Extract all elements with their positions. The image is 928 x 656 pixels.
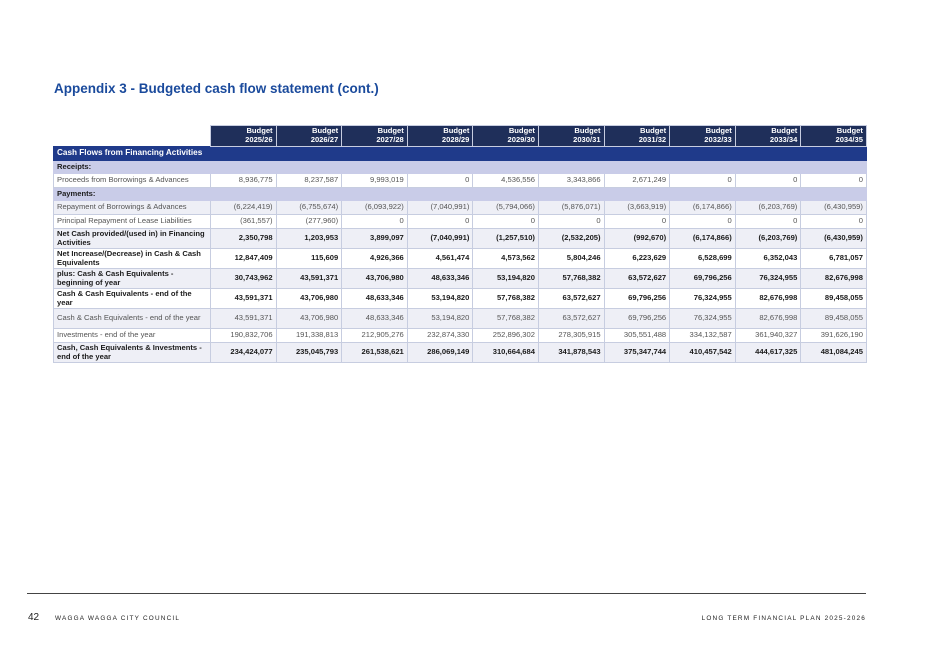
row-value: 0 <box>342 215 408 229</box>
row-value: 69,796,256 <box>604 289 670 309</box>
row-value: (6,203,769) <box>735 201 801 215</box>
row-value: 2,671,249 <box>604 174 670 188</box>
page-title: Appendix 3 - Budgeted cash flow statement (cont.) <box>54 81 379 96</box>
row-value: (1,257,510) <box>473 229 539 249</box>
column-header <box>538 126 604 147</box>
row-value: 8,237,587 <box>276 174 342 188</box>
row-value: 8,936,775 <box>211 174 277 188</box>
row-value: 6,528,699 <box>670 249 736 269</box>
row-value: (3,663,919) <box>604 201 670 215</box>
row-value: 43,591,371 <box>276 269 342 289</box>
row-value: 82,676,998 <box>735 309 801 329</box>
footer-rule <box>27 593 866 594</box>
row-value: 53,194,820 <box>473 269 539 289</box>
column-header-line-1: Budget <box>836 126 863 136</box>
row-value: 212,905,276 <box>342 329 408 343</box>
row-value: 232,874,330 <box>407 329 473 343</box>
column-header-line-1: Budget <box>443 126 470 136</box>
row-value: 48,633,346 <box>342 289 408 309</box>
row-value: (6,430,959) <box>801 201 867 215</box>
column-header-line-1: Budget <box>246 126 273 136</box>
row-value: 0 <box>538 215 604 229</box>
column-header <box>276 126 342 147</box>
row-value: (6,224,419) <box>211 201 277 215</box>
row-value: 3,899,097 <box>342 229 408 249</box>
row-value: 0 <box>670 174 736 188</box>
row-value: 2,350,798 <box>211 229 277 249</box>
row-value: 0 <box>670 215 736 229</box>
column-header <box>342 126 408 147</box>
table-header-row <box>54 126 867 147</box>
row-value: 1,203,953 <box>276 229 342 249</box>
row-label: Net Increase/(Decrease) in Cash & Cash Equivalents <box>54 249 211 269</box>
row-value: 4,561,474 <box>407 249 473 269</box>
row-value: 391,626,190 <box>801 329 867 343</box>
row-value: 4,573,562 <box>473 249 539 269</box>
column-header <box>670 126 736 147</box>
row-value: 444,617,325 <box>735 343 801 363</box>
row-value: 53,194,820 <box>407 309 473 329</box>
row-value: 361,940,327 <box>735 329 801 343</box>
row-value: 69,796,256 <box>670 269 736 289</box>
column-header-line-1: Budget <box>640 126 667 136</box>
row-value: 43,706,980 <box>342 269 408 289</box>
section-title: Cash Flows from Financing Activities <box>54 147 867 161</box>
group-label: Receipts: <box>54 161 867 174</box>
page-number: 42 <box>28 612 40 623</box>
row-value: 82,676,998 <box>735 289 801 309</box>
row-value: 3,343,866 <box>538 174 604 188</box>
row-value: (6,430,959) <box>801 229 867 249</box>
row-value: (7,040,991) <box>407 201 473 215</box>
row-value: 4,536,556 <box>473 174 539 188</box>
row-value: 48,633,346 <box>342 309 408 329</box>
row-value: 57,768,382 <box>538 269 604 289</box>
column-header-line-2: 2034/35 <box>835 135 863 144</box>
row-value: 0 <box>735 174 801 188</box>
row-value: (5,876,071) <box>538 201 604 215</box>
group-header-row <box>54 161 867 174</box>
column-header <box>735 126 801 147</box>
column-header <box>604 126 670 147</box>
row-value: 0 <box>801 174 867 188</box>
row-value: 43,591,371 <box>211 289 277 309</box>
row-value: 43,706,980 <box>276 309 342 329</box>
organisation-name: WAGGA WAGGA CITY COUNCIL <box>55 615 181 622</box>
row-value: 410,457,542 <box>670 343 736 363</box>
row-value: 286,069,149 <box>407 343 473 363</box>
row-value: 0 <box>407 215 473 229</box>
row-value: 63,572,627 <box>538 309 604 329</box>
row-value: (6,174,866) <box>670 201 736 215</box>
row-label: Cash & Cash Equivalents - end of the year <box>54 289 211 309</box>
row-value: 0 <box>407 174 473 188</box>
column-header-line-1: Budget <box>377 126 404 136</box>
row-value: (6,174,866) <box>670 229 736 249</box>
row-value: 53,194,820 <box>407 289 473 309</box>
row-value: (277,960) <box>276 215 342 229</box>
row-value: 481,084,245 <box>801 343 867 363</box>
header-blank-cell <box>54 126 211 147</box>
row-value: 0 <box>473 215 539 229</box>
row-value: 43,591,371 <box>211 309 277 329</box>
row-value: 69,796,256 <box>604 309 670 329</box>
row-value: 234,424,077 <box>211 343 277 363</box>
row-value: (6,755,674) <box>276 201 342 215</box>
column-header <box>407 126 473 147</box>
column-header-line-2: 2025/26 <box>245 135 273 144</box>
row-value: 30,743,962 <box>211 269 277 289</box>
row-value: 0 <box>801 215 867 229</box>
row-value: 6,352,043 <box>735 249 801 269</box>
column-header-line-1: Budget <box>312 126 339 136</box>
row-label: Principal Repayment of Lease Liabilities <box>54 215 211 229</box>
row-label: Cash, Cash Equivalents & Investments - end of the year <box>54 343 211 363</box>
section-header-row <box>54 147 867 161</box>
row-value: 191,338,813 <box>276 329 342 343</box>
column-header-line-1: Budget <box>508 126 535 136</box>
row-value: 0 <box>735 215 801 229</box>
row-value: 48,633,346 <box>407 269 473 289</box>
row-value: (2,532,205) <box>538 229 604 249</box>
column-header <box>211 126 277 147</box>
row-label: Proceeds from Borrowings & Advances <box>54 174 211 188</box>
row-value: 76,324,955 <box>735 269 801 289</box>
table-row <box>54 269 867 289</box>
row-value: 5,804,246 <box>538 249 604 269</box>
table-row <box>54 249 867 269</box>
row-value: 89,458,055 <box>801 309 867 329</box>
row-value: 63,572,627 <box>538 289 604 309</box>
row-value: 57,768,382 <box>473 289 539 309</box>
row-label: Net Cash provided/(used in) in Financing Activities <box>54 229 211 249</box>
row-value: 252,896,302 <box>473 329 539 343</box>
row-value: 9,993,019 <box>342 174 408 188</box>
row-value: 63,572,627 <box>604 269 670 289</box>
row-value: 305,551,488 <box>604 329 670 343</box>
row-value: (992,670) <box>604 229 670 249</box>
row-value: 235,045,793 <box>276 343 342 363</box>
row-value: 334,132,587 <box>670 329 736 343</box>
document-name: LONG TERM FINANCIAL PLAN 2025-2026 <box>701 615 866 622</box>
row-value: 261,538,621 <box>342 343 408 363</box>
row-value: 375,347,744 <box>604 343 670 363</box>
column-header <box>801 126 867 147</box>
row-value: 82,676,998 <box>801 269 867 289</box>
column-header-line-1: Budget <box>574 126 601 136</box>
row-value: 6,223,629 <box>604 249 670 269</box>
row-value: 0 <box>604 215 670 229</box>
column-header-line-2: 2029/30 <box>507 135 535 144</box>
row-value: 76,324,955 <box>670 289 736 309</box>
row-value: 76,324,955 <box>670 309 736 329</box>
row-value: (5,794,066) <box>473 201 539 215</box>
cash-flow-table <box>53 125 867 363</box>
column-header-line-2: 2030/31 <box>573 135 601 144</box>
column-header-line-2: 2027/28 <box>376 135 404 144</box>
row-value: 6,781,057 <box>801 249 867 269</box>
row-value: 310,664,684 <box>473 343 539 363</box>
row-label: plus: Cash & Cash Equivalents - beginning of year <box>54 269 211 289</box>
row-value: 4,926,366 <box>342 249 408 269</box>
table-row <box>54 229 867 249</box>
row-value: (6,093,922) <box>342 201 408 215</box>
column-header-line-2: 2031/32 <box>638 135 667 144</box>
table-row <box>54 201 867 215</box>
table-row <box>54 215 867 229</box>
row-value: (6,203,769) <box>735 229 801 249</box>
column-header-line-2: 2033/34 <box>769 135 798 144</box>
row-label: Investments - end of the year <box>54 329 211 343</box>
row-label: Cash & Cash Equivalents - end of the year <box>54 309 211 329</box>
row-value: 278,305,915 <box>538 329 604 343</box>
row-value: 43,706,980 <box>276 289 342 309</box>
column-header-line-2: 2026/27 <box>310 135 339 144</box>
row-value: 57,768,382 <box>473 309 539 329</box>
row-value: (361,557) <box>211 215 277 229</box>
table-row <box>54 289 867 309</box>
column-header-line-1: Budget <box>705 126 732 136</box>
row-value: 89,458,055 <box>801 289 867 309</box>
table-row <box>54 329 867 343</box>
column-header-line-2: 2032/33 <box>704 135 732 144</box>
table-row <box>54 174 867 188</box>
row-value: 190,832,706 <box>211 329 277 343</box>
table-row <box>54 309 867 329</box>
row-value: 115,609 <box>276 249 342 269</box>
column-header-line-1: Budget <box>771 126 798 136</box>
row-value: 341,878,543 <box>538 343 604 363</box>
group-header-row <box>54 188 867 201</box>
row-label: Repayment of Borrowings & Advances <box>54 201 211 215</box>
group-label: Payments: <box>54 188 867 201</box>
row-value: 12,847,409 <box>211 249 277 269</box>
column-header-line-2: 2028/29 <box>441 135 470 144</box>
column-header <box>473 126 539 147</box>
row-value: (7,040,991) <box>407 229 473 249</box>
table-row <box>54 343 867 363</box>
